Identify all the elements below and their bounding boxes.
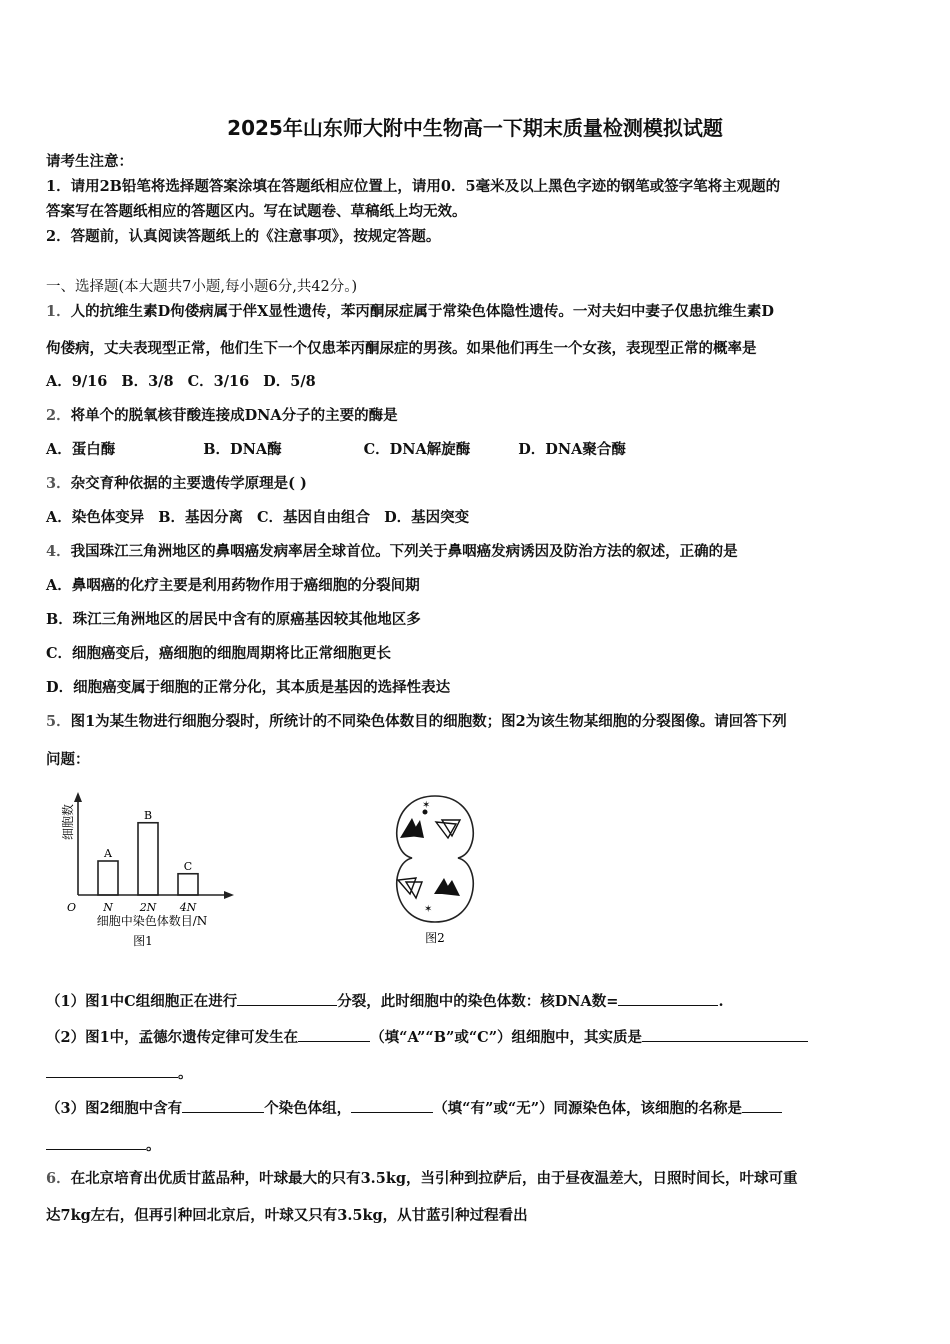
y-axis-label: 细胞数 bbox=[61, 803, 75, 841]
question-number: 3． bbox=[46, 475, 71, 492]
notice-heading: 请考生注意： bbox=[46, 153, 133, 170]
figure-2-cell-diagram bbox=[370, 790, 500, 950]
question-2 bbox=[46, 406, 398, 426]
question-3-options bbox=[46, 508, 497, 528]
answer-blank[interactable] bbox=[46, 1135, 146, 1150]
bar-label: A bbox=[104, 847, 112, 860]
option-c[interactable]: C．DNA解旋酶 bbox=[363, 441, 471, 458]
page-title: 2025年山东师大附中生物高一下期末质量检测模拟试题 bbox=[227, 116, 723, 140]
part-text: （填“有”或“无”）同源染色体，该细胞的名称是 bbox=[433, 1100, 743, 1117]
option-c[interactable]: C．细胞癌变后，癌细胞的细胞周期将比正常细胞更长 bbox=[46, 645, 392, 662]
origin-label: O bbox=[66, 901, 76, 914]
option-c[interactable]: C．3/16 bbox=[187, 373, 250, 390]
cell-membrane bbox=[397, 796, 473, 922]
figure-1-chart bbox=[58, 790, 258, 950]
x-tick-label: 4N bbox=[179, 901, 197, 914]
bar-label: B bbox=[143, 808, 153, 822]
figure-2-caption: 图2 bbox=[425, 931, 445, 945]
x-tick-label: 2N bbox=[139, 901, 157, 914]
notice-item-2: 2．答题前，认真阅读答题纸上的《注意事项》，按规定答题。 bbox=[46, 228, 441, 245]
part-text: . bbox=[718, 993, 724, 1010]
question-number: 1． bbox=[46, 303, 71, 320]
answer-blank[interactable] bbox=[642, 1027, 808, 1042]
question-5-part-2 bbox=[46, 1027, 808, 1048]
x-axis-arrow bbox=[224, 891, 234, 899]
figure-1-caption: 图1 bbox=[133, 934, 153, 948]
question-5 bbox=[46, 712, 787, 732]
option-d[interactable]: D．基因突变 bbox=[384, 509, 470, 526]
x-tick-label: N bbox=[103, 901, 113, 914]
question-number: 2． bbox=[46, 407, 71, 424]
question-5-cont: 问题： bbox=[46, 751, 90, 768]
question-number: 5． bbox=[46, 713, 71, 730]
question-text: 人的抗维生素D佝偻病属于伴X显性遗传，苯丙酮尿症属于常染色体隐性遗传。一对夫妇中妻子仅患抗维生素D bbox=[70, 303, 774, 320]
option-d[interactable]: D．5/8 bbox=[263, 373, 316, 390]
option-d[interactable]: D．DNA聚合酶 bbox=[518, 441, 626, 458]
question-5-part-3 bbox=[46, 1098, 782, 1119]
y-axis-arrow bbox=[74, 792, 82, 802]
question-1 bbox=[46, 302, 774, 322]
notice-item-1: 1．请用2B铅笔将选择题答案涂填在答题纸相应位置上，请用0．5毫米及以上黑色字迹的钢笔或签字笔将主观题的 bbox=[46, 178, 781, 195]
question-4 bbox=[46, 542, 738, 562]
answer-blank[interactable] bbox=[351, 1098, 433, 1113]
part-text: （填“A”“B”或“C”）组细胞中，其实质是 bbox=[370, 1029, 643, 1046]
svg-text:✶: ✶ bbox=[424, 904, 433, 915]
question-text: 我国珠江三角洲地区的鼻咽癌发病率居全球首位。下列关于鼻咽癌发病诱因及防治方法的叙述，正确的是 bbox=[70, 543, 738, 560]
bar-c bbox=[178, 874, 198, 895]
question-3 bbox=[46, 474, 307, 494]
question-5-part-3-cont bbox=[46, 1135, 161, 1156]
option-c[interactable]: C．基因自由组合 bbox=[257, 509, 371, 526]
option-b[interactable]: B．珠江三角洲地区的居民中含有的原癌基因较其他地区多 bbox=[46, 611, 421, 628]
answer-blank[interactable] bbox=[46, 1063, 178, 1078]
notice-item-1-cont: 答案写在答题纸相应的答题区内。写在试题卷、草稿纸上均无效。 bbox=[46, 203, 467, 220]
question-number: 6． bbox=[46, 1170, 71, 1187]
part-text: 分裂，此时细胞中的染色体数：核DNA数= bbox=[337, 993, 619, 1010]
part-text: （3）图2细胞中含有 bbox=[46, 1100, 183, 1117]
svg-text:✶: ✶ bbox=[422, 800, 431, 811]
part-text: （1）图1中C组细胞正在进行 bbox=[46, 993, 238, 1010]
question-6 bbox=[46, 1169, 798, 1189]
question-1-cont: 佝偻病，丈夫表现型正常，他们生下一个仅患苯丙酮尿症的男孩。如果他们再生一个女孩，表现型正常的概率是 bbox=[46, 340, 757, 357]
x-axis-label: 细胞中染色体数目/N bbox=[96, 914, 208, 928]
option-a[interactable]: A．9/16 bbox=[46, 373, 108, 390]
answer-blank[interactable] bbox=[237, 991, 337, 1006]
question-number: 4． bbox=[46, 543, 71, 560]
option-a[interactable]: A．鼻咽癌的化疗主要是利用药物作用于癌细胞的分裂间期 bbox=[46, 577, 420, 594]
part-text: 个染色体组， bbox=[264, 1100, 352, 1117]
question-2-options bbox=[46, 440, 654, 460]
question-text: 将单个的脱氧核苷酸连接成DNA分子的主要的酶是 bbox=[70, 407, 398, 424]
answer-blank[interactable] bbox=[742, 1098, 782, 1113]
option-b[interactable]: B．DNA酶 bbox=[203, 441, 282, 458]
answer-blank[interactable] bbox=[618, 991, 718, 1006]
question-5-part-2-cont bbox=[46, 1063, 193, 1084]
part-text: 。 bbox=[146, 1137, 161, 1154]
question-5-part-1 bbox=[46, 991, 724, 1012]
option-a[interactable]: A．染色体变异 bbox=[46, 509, 145, 526]
bar-label: C bbox=[183, 859, 193, 873]
option-b[interactable]: B．基因分离 bbox=[158, 509, 244, 526]
part-text: （2）图1中，孟德尔遗传定律可发生在 bbox=[46, 1029, 299, 1046]
option-d[interactable]: D．细胞癌变属于细胞的正常分化，其本质是基因的选择性表达 bbox=[46, 679, 451, 696]
part-text: 。 bbox=[178, 1065, 193, 1082]
section-heading: 一、选择题(本大题共7小题,每小题6分,共42分。) bbox=[46, 279, 358, 295]
question-text: 杂交育种依据的主要遗传学原理是( ) bbox=[70, 475, 307, 492]
question-text: 在北京培育出优质甘蓝品种，叶球最大的只有3.5kg，当引种到拉萨后，由于昼夜温差大，日照时间长，叶球可重 bbox=[70, 1170, 798, 1187]
option-b[interactable]: B．3/8 bbox=[121, 373, 174, 390]
question-1-options bbox=[46, 372, 344, 392]
answer-blank[interactable] bbox=[182, 1098, 264, 1113]
question-6-cont: 达7kg左右，但再引种回北京后，叶球又只有3.5kg，从甘蓝引种过程看出 bbox=[46, 1207, 528, 1224]
answer-blank[interactable] bbox=[298, 1027, 370, 1042]
option-a[interactable]: A．蛋白酶 bbox=[46, 441, 116, 458]
chromosomes-bottom bbox=[398, 878, 460, 915]
question-text: 图1为某生物进行细胞分裂时，所统计的不同染色体数目的细胞数；图2为该生物某细胞的分裂图像。请回答下列 bbox=[70, 713, 787, 730]
bar-b bbox=[138, 823, 158, 895]
bar-a bbox=[98, 861, 118, 895]
